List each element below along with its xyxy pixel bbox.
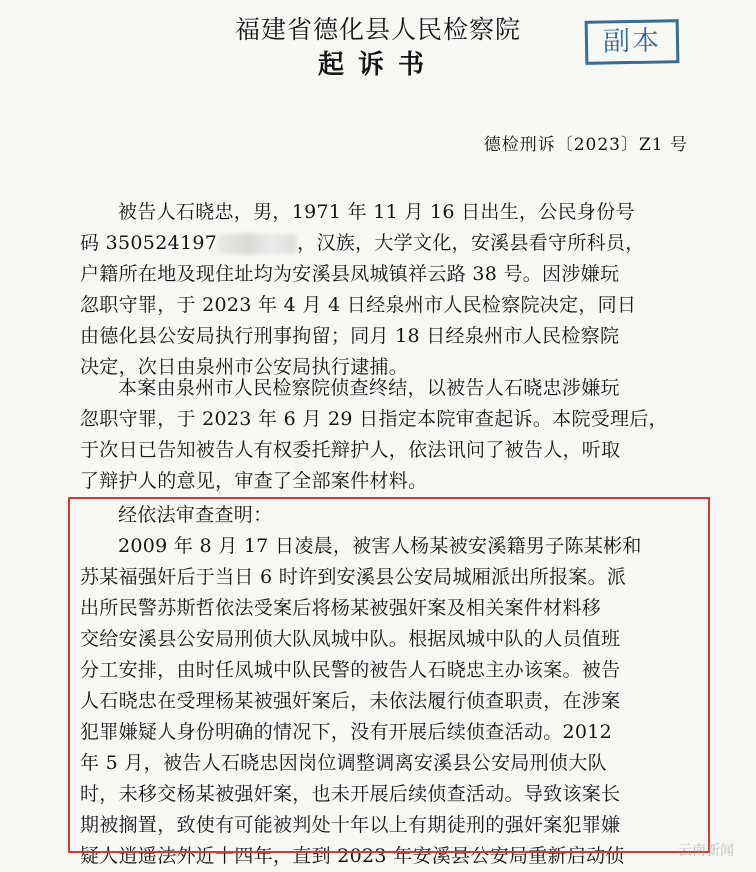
text-line: 交给安溪县公安局刑侦大队凤城中队。根据凤城中队的人员值班 [80,628,621,650]
redacted-id-blur [218,234,296,254]
text-line: 疑人逍遥法外近十四年，直到 2023 年安溪县公安局重新启动侦 [80,845,625,867]
text-line: 分工安排，由时任凤城中队民警的被告人石晓忠主办该案。被告 [80,659,621,681]
text-line: 时，未移交杨某被强奸案，也未开展后续侦查活动。导致该案长 [80,783,621,805]
text-line: 人石晓忠在受理杨某被强奸案后，未依法履行侦查职责，在涉案 [80,690,621,712]
text-line: 决定，次日由泉州市公安局执行逮捕。 [80,356,409,378]
document-title: 起诉书 [317,50,438,80]
text-line: 于次日已告知被告人有权委托辩护人，依法讯问了被告人，听取 [80,439,621,461]
text-line: 出所民警苏斯哲依法受案后将杨某被强奸案及相关案件材料移 [80,597,602,619]
text-line: 苏某福强奸后于当日 6 时许到安溪县公安局城厢派出所报案。派 [80,566,627,588]
text-line: 忽职守罪，于 2023 年 6 月 29 日指定本院审查起诉。本院受理后， [80,408,668,430]
watermark: 云南新闻 [678,843,734,859]
procedure-paragraph [80,373,700,497]
id-number-prefix: 码 350524197 [80,232,218,254]
facts-heading: 经依法审查查明： [118,504,273,526]
text-line: 户籍所在地及现住址均为安溪县凤城镇祥云路 38 号。因涉嫌玩 [80,263,620,285]
text-line: 年 5 月，被告人石晓忠因岗位调整调离安溪县公安局刑侦大队 [80,752,607,774]
text-line: 由德化县公安局执行刑事拘留；同月 18 日经泉州市人民检察院 [80,325,620,347]
copy-stamp: 副本 [585,19,680,65]
text-line: 了辩护人的意见，审查了全部案件材料。 [80,470,428,492]
text-line [80,228,700,259]
text-line: 犯罪嫌疑人身份明确的情况下，没有开展后续侦查活动。2012 [80,721,613,743]
issuing-organization: 福建省德化县人民检察院 [234,15,521,44]
defendant-paragraph [80,197,700,383]
text-line: 忽职守罪，于 2023 年 4 月 4 日经泉州市人民检察院决定，同日 [80,294,637,316]
facts-section [80,500,700,872]
text-line-rest: ，汉族，大学文化，安溪县看守所科员， [297,232,645,254]
text-line: 期被搁置，致使有可能被判处十年以上有期徒刑的强奸案犯罪嫌 [80,814,621,836]
text-line: 本案由泉州市人民检察院侦查终结，以被告人石晓忠涉嫌玩 [118,377,620,399]
case-number: 德检刑诉〔2023〕Z1 号 [483,135,688,155]
text-line: 2009 年 8 月 17 日凌晨，被害人杨某被安溪籍男子陈某彬和 [118,535,642,557]
text-line: 被告人石晓忠，男，1971 年 11 月 16 日出生，公民身份号 [118,201,635,223]
